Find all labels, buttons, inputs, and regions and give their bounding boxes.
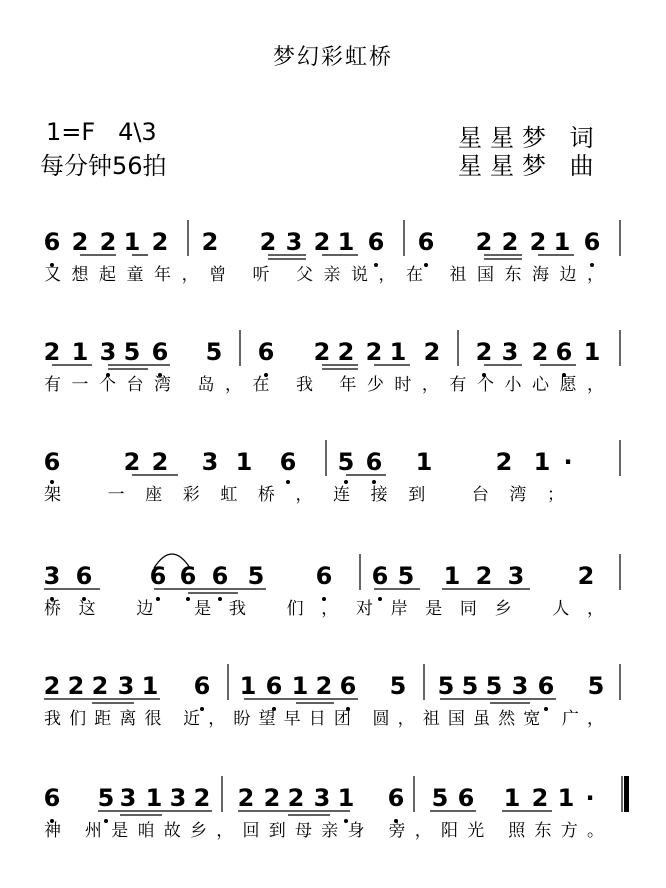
note: 6	[149, 562, 167, 590]
note: 2	[501, 228, 519, 256]
note: 5	[431, 784, 449, 812]
note: 6	[555, 338, 573, 366]
lyric-line: 有一个台湾 岛，在 我 年少时，有个小心愿，	[44, 375, 604, 395]
note: 3	[201, 448, 219, 476]
note: 2	[151, 228, 169, 256]
note: 1	[553, 228, 571, 256]
score-line	[44, 440, 620, 505]
note: 1	[583, 338, 601, 366]
note: 5	[97, 784, 115, 812]
octave-dot	[156, 597, 160, 601]
note: 6	[365, 448, 383, 476]
note: 6	[387, 784, 405, 812]
note: 6	[43, 228, 61, 256]
note: 5	[485, 672, 503, 700]
octave-dot	[50, 480, 54, 484]
note: 2	[193, 784, 211, 812]
note: 2	[123, 448, 141, 476]
octave-dot	[374, 263, 378, 267]
note: 5	[337, 448, 355, 476]
note: 3	[117, 672, 135, 700]
note: 3	[99, 338, 117, 366]
octave-dot	[200, 707, 204, 711]
note: 1	[415, 448, 433, 476]
composer-credit: 星星梦 曲	[458, 152, 602, 180]
tempo: 每分钟56拍	[40, 152, 167, 180]
note: 1	[123, 228, 141, 256]
note: 1	[145, 784, 163, 812]
lyric-line: 架 一座彩虹桥，连接到 台湾；	[44, 485, 564, 505]
note: 6	[151, 338, 169, 366]
note: 2	[313, 228, 331, 256]
note: 1	[443, 562, 461, 590]
score-line	[44, 776, 629, 841]
lyric-line: 又想起童年，曾 听 父亲说，在 祖国东海边，	[44, 265, 604, 285]
note: 2	[201, 228, 219, 256]
note: 2	[287, 784, 305, 812]
note: 6	[339, 672, 357, 700]
note: 2	[475, 338, 493, 366]
note: 6	[257, 338, 275, 366]
note: 3	[285, 228, 303, 256]
note: 6	[265, 672, 283, 700]
note: 6	[43, 784, 61, 812]
lyric-line: 神 州是咱故乡，回到母亲身 旁，阳光 照东方。	[44, 821, 604, 841]
octave-dot	[372, 480, 376, 484]
note: 2	[475, 562, 493, 590]
note: 6	[583, 228, 601, 256]
octave-dot	[378, 597, 382, 601]
score-line	[44, 664, 620, 729]
note: ·	[563, 448, 573, 476]
note: 6	[43, 448, 61, 476]
note: 6	[179, 562, 197, 590]
note: 1	[533, 448, 551, 476]
note: 2	[531, 338, 549, 366]
note: 3	[511, 672, 529, 700]
score-line	[44, 554, 620, 619]
note: 1	[239, 672, 257, 700]
lyricist-credit: 星星梦 词	[458, 124, 602, 152]
note: 5	[461, 672, 479, 700]
note: 1	[389, 338, 407, 366]
note: 2	[423, 338, 441, 366]
note: 6	[279, 448, 297, 476]
note: 5	[205, 338, 223, 366]
note: 1	[337, 784, 355, 812]
note: 2	[531, 784, 549, 812]
note: 6	[211, 562, 229, 590]
note: 2	[365, 338, 383, 366]
note: 2	[237, 784, 255, 812]
lyric-line: 我们距离很 近，盼望早日团 圆，祖国虽然宽 广，	[44, 709, 604, 729]
score-line	[44, 220, 620, 285]
note: 3	[313, 784, 331, 812]
note: 2	[313, 338, 331, 366]
note: 6	[367, 228, 385, 256]
octave-dot	[424, 263, 428, 267]
note: 5	[123, 338, 141, 366]
note: 2	[67, 672, 85, 700]
note: 3	[501, 338, 519, 366]
note: 3	[43, 562, 61, 590]
final-bar-line	[624, 776, 629, 812]
note: 6	[193, 672, 211, 700]
octave-dot	[286, 480, 290, 484]
note: 1	[71, 338, 89, 366]
note: 2	[259, 228, 277, 256]
note: 3	[119, 784, 137, 812]
note: 2	[529, 228, 547, 256]
note: 2	[337, 338, 355, 366]
note: 5	[389, 672, 407, 700]
octave-dot	[104, 819, 108, 823]
note: 1	[503, 784, 521, 812]
note: 2	[495, 448, 513, 476]
octave-dot	[218, 597, 222, 601]
note: 2	[43, 338, 61, 366]
note: 6	[315, 562, 333, 590]
note: 6	[417, 228, 435, 256]
note: 2	[475, 228, 493, 256]
note: 2	[315, 672, 333, 700]
note: ·	[585, 784, 595, 812]
note: 2	[151, 448, 169, 476]
note: 2	[263, 784, 281, 812]
score-line	[44, 330, 620, 395]
note: 3	[507, 562, 525, 590]
note: 2	[577, 562, 595, 590]
note: 2	[91, 672, 109, 700]
octave-dot	[344, 480, 348, 484]
note: 2	[71, 228, 89, 256]
note: 6	[371, 562, 389, 590]
song-title: 梦幻彩虹桥	[272, 45, 393, 70]
key-meter: 1=F 4\3	[46, 118, 157, 146]
note: 1	[235, 448, 253, 476]
note: 6	[75, 562, 93, 590]
note: 2	[99, 228, 117, 256]
note: 1	[291, 672, 309, 700]
note: 1	[141, 672, 159, 700]
note: 1	[337, 228, 355, 256]
note: 6	[457, 784, 475, 812]
octave-dot	[186, 597, 190, 601]
note: 5	[397, 562, 415, 590]
lyric-line: 桥这 边 是我 们，对岸是同乡 人，	[44, 599, 604, 619]
note: 6	[537, 672, 555, 700]
note: 1	[557, 784, 575, 812]
note: 5	[247, 562, 265, 590]
note: 3	[169, 784, 187, 812]
note: 2	[43, 672, 61, 700]
note: 5	[437, 672, 455, 700]
note: 5	[587, 672, 605, 700]
